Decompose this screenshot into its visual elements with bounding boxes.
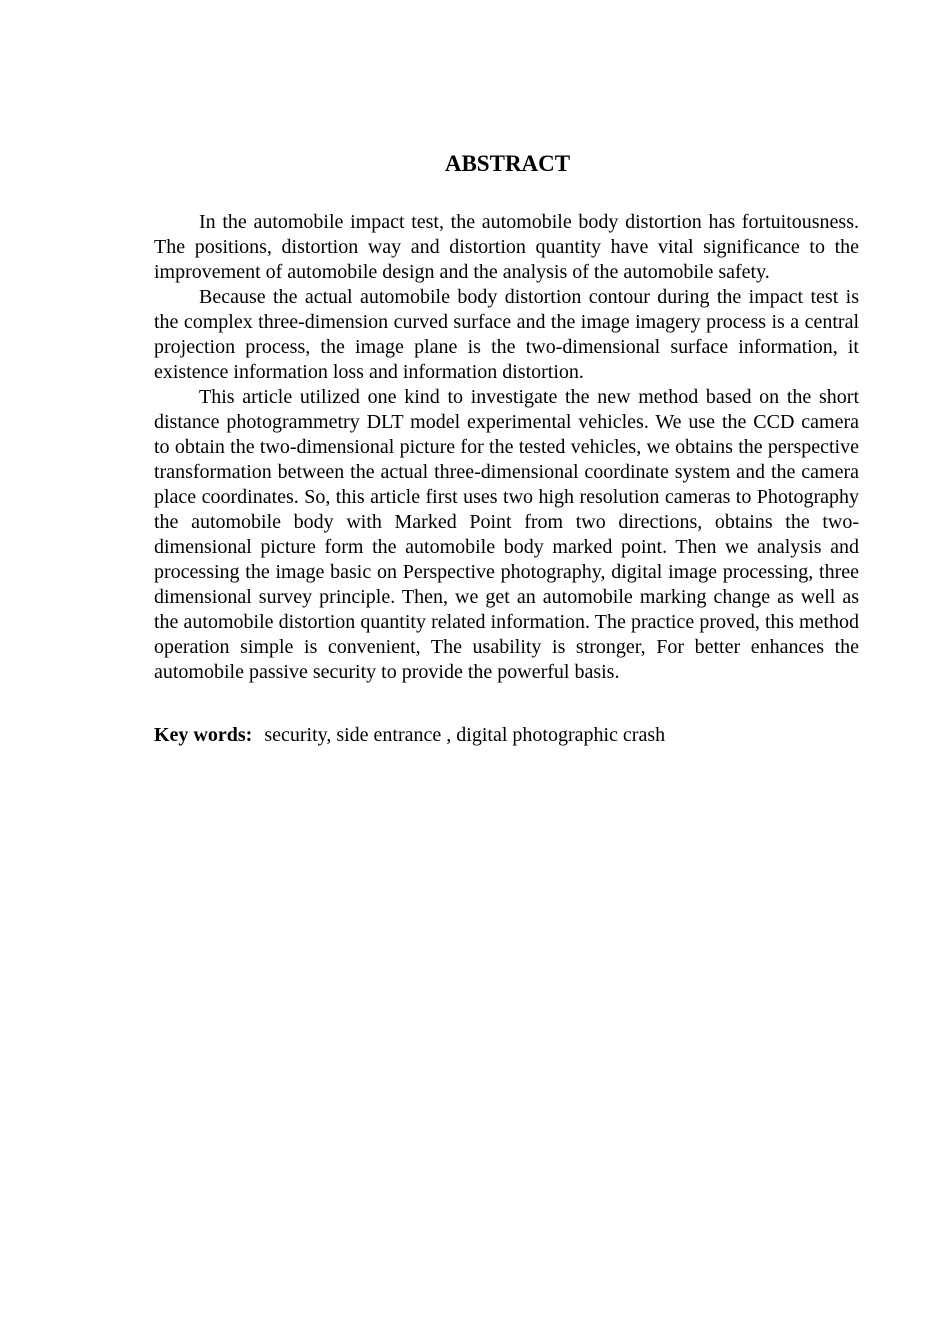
abstract-page [154,148,859,748]
abstract-paragraph-1: In the automobile impact test, the automobile body distortion has fortuitousness. The positions, distortion way and distortion quantity have vital significance to the improvement of automobile design and the analysis of the automobile safety. [154,211,859,283]
abstract-paragraph-3: This article utilized one kind to investigate the new method based on the short distance photogrammetry DLT model experimental vehicles. We use the CCD camera to obtain the two-dimensional picture for the tested vehicles, we obtains the perspective transformation between the actual three-dimensional coordinate system and the camera place coordinates. So, this article first uses two high resolution cameras to Photography the automobile body with Marked Point from two directions, obtains the two-dimensional picture form the automobile body marked point. Then we analysis and processing the image basic on Perspective photography, digital image processing, three dimensional survey principle. Then, we get an automobile marking change as well as the automobile distortion quantity related information. The practice proved, this method operation simple is convenient, The usability is stronger, For better enhances the automobile passive security to provide the powerful basis. [154,386,859,683]
page-title: ABSTRACT [444,151,571,176]
keywords-line [154,723,859,748]
keywords-value: security, side entrance , digital photographic crash [264,724,666,746]
keywords-label: Key words: [154,724,253,746]
abstract-paragraph-2: Because the actual automobile body distortion contour during the impact test is the complex three-dimension curved surface and the image imagery process is a central projection process, the image plane is the two-dimensional surface information, it existence information loss and information distortion. [154,286,859,383]
abstract-body [154,210,859,685]
